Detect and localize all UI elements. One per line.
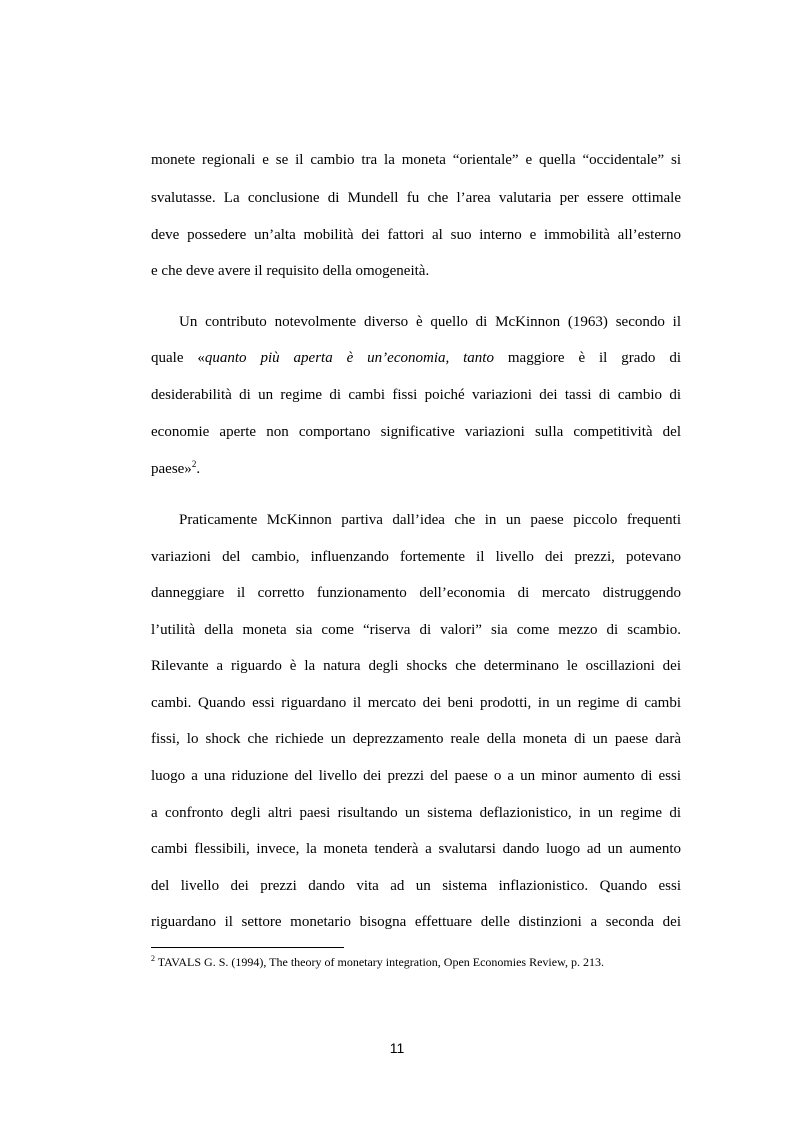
body-line: desiderabilità di un regime di cambi fissi poiché variazioni dei tassi di cambio di	[151, 387, 681, 403]
body-line: a confronto degli altri paesi risultando un sistema deflazionistico, in un regime di	[151, 805, 681, 821]
footnote-number: 2	[151, 954, 155, 963]
period: .	[196, 461, 201, 477]
quote-italic: quanto più aperta è un’economia, tanto	[204, 350, 494, 366]
body-line: variazioni del cambio, influenzando fortemente il livello dei prezzi, potevano	[151, 549, 681, 565]
quote-open: quale «	[151, 350, 205, 366]
body-line: l’utilità della moneta sia come “riserva di valori” sia come mezzo di scambio.	[151, 622, 681, 638]
body-line: Un contributo notevolmente diverso è quello di McKinnon (1963) secondo il	[179, 314, 681, 330]
body-line-quote	[151, 349, 681, 367]
footnote	[151, 955, 604, 970]
body-line: e che deve avere il requisito della omogeneità.	[151, 263, 430, 279]
body-line: Rilevante a riguardo è la natura degli shocks che determinano le oscillazioni dei	[151, 658, 681, 674]
quote-rest: maggiore è il grado di	[493, 350, 681, 366]
body-line: Praticamente McKinnon partiva dall’idea che in un paese piccolo frequenti	[179, 512, 681, 528]
body-line: danneggiare il corretto funzionamento dell’economia di mercato distruggendo	[151, 585, 681, 601]
quote-end: paese»	[151, 461, 192, 477]
body-line	[151, 460, 681, 478]
body-line: cambi. Quando essi riguardano il mercato dei beni prodotti, in un regime di cambi	[151, 695, 681, 711]
body-line: svalutasse. La conclusione di Mundell fu che l’area valutaria per essere ottimale	[151, 190, 681, 206]
footnote-text: TAVALS G. S. (1994), The theory of monetary integration, Open Economies Review, p. 213.	[155, 955, 604, 969]
body-line: del livello dei prezzi dando vita ad un sistema inflazionistico. Quando essi	[151, 878, 681, 894]
body-line: riguardano il settore monetario bisogna effettuare delle distinzioni a seconda dei	[151, 914, 681, 930]
page-number: 11	[389, 1040, 405, 1056]
body-line: monete regionali e se il cambio tra la moneta “orientale” e quella “occidentale” si	[151, 152, 681, 168]
footnote-divider	[151, 947, 344, 948]
body-line: cambi flessibili, invece, la moneta tenderà a svalutarsi dando luogo ad un aumento	[151, 841, 681, 857]
body-line: economie aperte non comportano significative variazioni sulla competitività del	[151, 424, 681, 440]
body-line: fissi, lo shock che richiede un deprezzamento reale della moneta di un paese darà	[151, 731, 681, 747]
body-line: deve possedere un’alta mobilità dei fattori al suo interno e immobilità all’esterno	[151, 227, 681, 243]
body-line: luogo a una riduzione del livello dei prezzi del paese o a un minor aumento di essi	[151, 768, 681, 784]
footnote-ref: 2	[191, 459, 197, 469]
